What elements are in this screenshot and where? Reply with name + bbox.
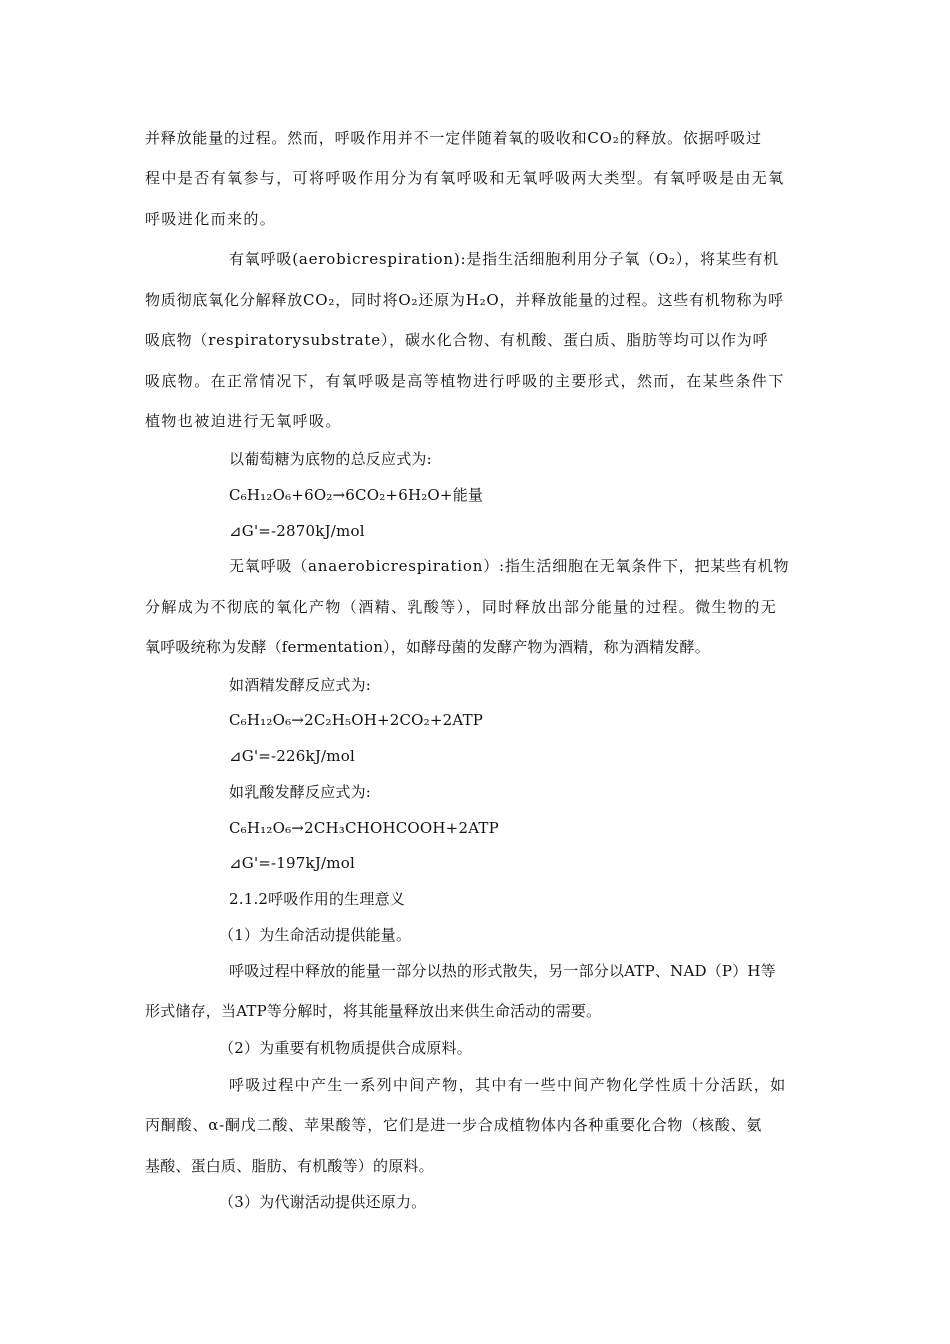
point-2-line-2: 丙酮酸、α-酮戊二酸、苹果酸等，它们是进一步合成植物体内各种重要化合物（核酸、氨 bbox=[145, 1116, 763, 1134]
intro-line-2: 程中是否有氧参与，可将呼吸作用分为有氧呼吸和无氧呼吸两大类型。有氧呼吸是由无氧 bbox=[145, 169, 785, 187]
lactic-energy: ⊿G'=-197kJ/mol bbox=[229, 854, 355, 872]
anaerobic-line-1: 无氧呼吸（anaerobicrespiration）:指生活细胞在无氧条件下，把某些有机物 bbox=[229, 557, 790, 575]
intro-line-1: 并释放能量的过程。然而，呼吸作用并不一定伴随着氧的吸收和CO₂的释放。依据呼吸过 bbox=[145, 129, 762, 147]
alcohol-equation: C₆H₁₂O₆→2C₂H₅OH+2CO₂+2ATP bbox=[229, 711, 484, 729]
aerobic-line-2: 物质彻底氧化分解释放CO₂，同时将O₂还原为H₂O，并释放能量的过程。这些有机物称为呼 bbox=[145, 291, 784, 309]
aerobic-line-1: 有氧呼吸(aerobicrespiration):是指生活细胞利用分子氧（O₂），将某些有机 bbox=[229, 250, 779, 268]
point-2-line-1: 呼吸过程中产生一系列中间产物，其中有一些中间产物化学性质十分活跃，如 bbox=[229, 1076, 787, 1094]
aerobic-line-4: 吸底物。在正常情况下，有氧呼吸是高等植物进行呼吸的主要形式，然而，在某些条件下 bbox=[145, 372, 785, 390]
aerobic-line-3: 吸底物（respiratorysubstrate），碳水化合物、有机酸、蛋白质、脂肪等均可以作为呼 bbox=[145, 331, 769, 349]
glucose-energy: ⊿G'=-2870kJ/mol bbox=[229, 522, 365, 540]
point-1-line-1: 呼吸过程中释放的能量一部分以热的形式散失，另一部分以ATP、NAD（P）H等 bbox=[229, 962, 776, 980]
aerobic-line-5: 植物也被迫进行无氧呼吸。 bbox=[145, 412, 342, 430]
point-3-heading: （3）为代谢活动提供还原力。 bbox=[219, 1193, 427, 1211]
alcohol-intro: 如酒精发酵反应式为: bbox=[229, 676, 372, 694]
glucose-intro: 以葡萄糖为底物的总反应式为: bbox=[229, 450, 432, 468]
point-2-line-3: 基酸、蛋白质、脂肪、有机酸等）的原料。 bbox=[145, 1157, 434, 1175]
point-2-heading: （2）为重要有机物质提供合成原料。 bbox=[219, 1039, 472, 1057]
alcohol-energy: ⊿G'=-226kJ/mol bbox=[229, 747, 355, 765]
point-1-line-2: 形式储存，当ATP等分解时，将其能量释放出来供生命活动的需要。 bbox=[145, 1002, 602, 1020]
anaerobic-line-3: 氧呼吸统称为发酵（fermentation），如酵母菌的发酵产物为酒精，称为酒精发酵。 bbox=[145, 638, 710, 656]
section-heading: 2.1.2呼吸作用的生理意义 bbox=[229, 890, 405, 908]
lactic-intro: 如乳酸发酵反应式为: bbox=[229, 783, 372, 801]
glucose-equation: C₆H₁₂O₆+6O₂→6CO₂+6H₂O+能量 bbox=[229, 486, 484, 504]
intro-line-3: 呼吸进化而来的。 bbox=[145, 210, 277, 228]
anaerobic-line-2: 分解成为不彻底的氧化产物（酒精、乳酸等），同时释放出部分能量的过程。微生物的无 bbox=[145, 598, 778, 616]
point-1-heading: （1）为生命活动提供能量。 bbox=[219, 926, 412, 944]
lactic-equation: C₆H₁₂O₆→2CH₃CHOHCOOH+2ATP bbox=[229, 819, 499, 837]
